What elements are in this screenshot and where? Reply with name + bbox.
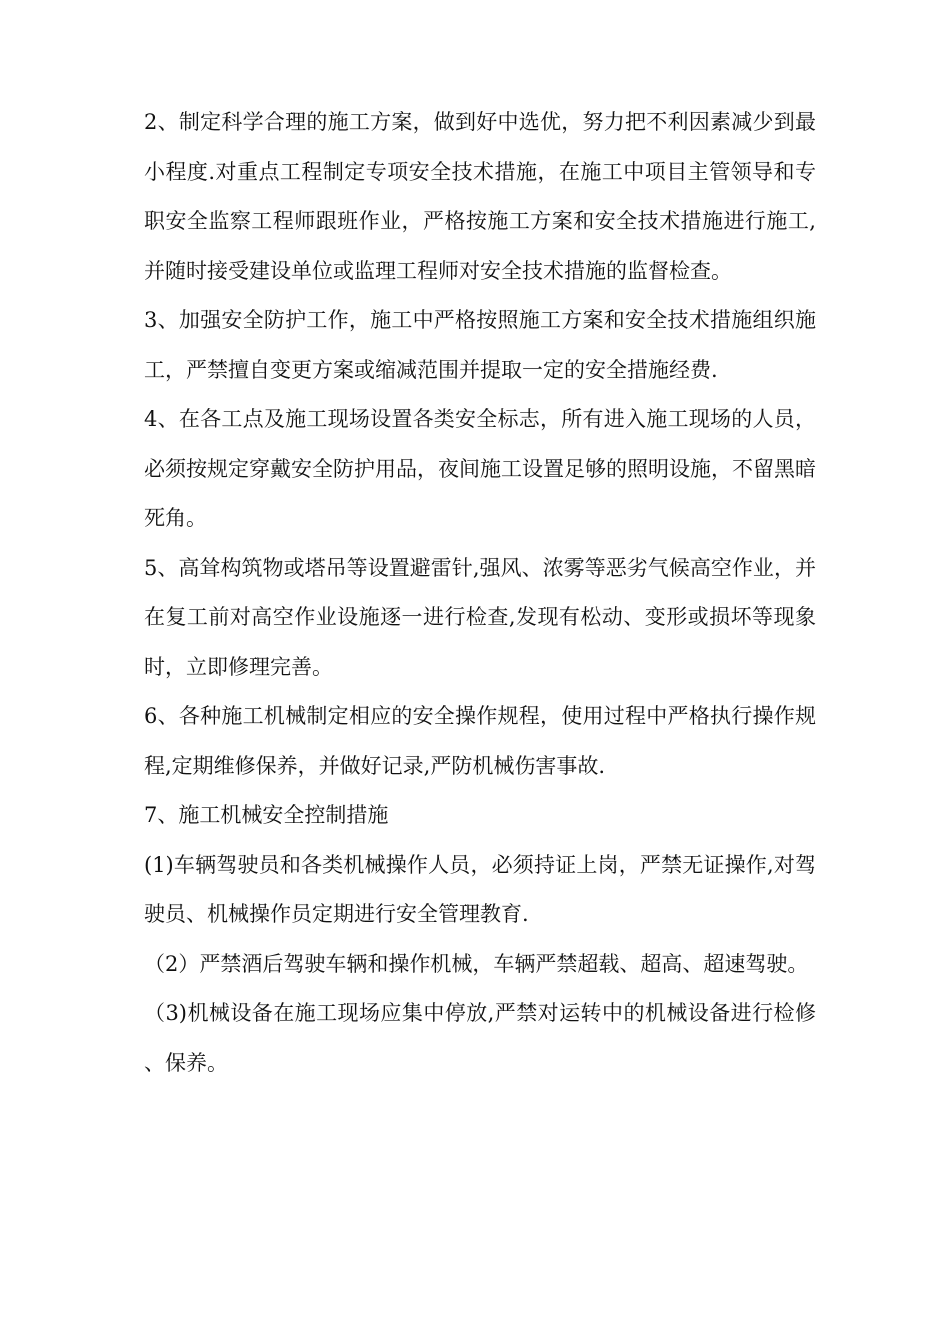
paragraph-subitem-3: （3)机械设备在施工现场应集中停放,严禁对运转中的机械设备进行检修、保养。: [144, 1001, 816, 1075]
paragraph-subitem-1: (1)车辆驾驶员和各类机械操作人员，必须持证上岗，严禁无证操作,对驾驶员、机械操作员定期进行安全管理教育.: [144, 852, 816, 926]
paragraph-item-5: 5、高耸构筑物或塔吊等设置避雷针,强风、浓雾等恶劣气候高空作业，并在复工前对高空作业设施逐一进行检查,发现有松动、变形或损坏等现象时，立即修理完善。: [144, 555, 816, 679]
paragraph-subitem-2: （2）严禁酒后驾驶车辆和操作机械，车辆严禁超载、超高、超速驾驶。: [144, 951, 809, 976]
paragraph-item-2: 2、制定科学合理的施工方案，做到好中选优，努力把不利因素减少到最小程度.对重点工程制定专项安全技术措施，在施工中项目主管领导和专职安全监察工程师跟班作业，严格按施工方案和安全技术措施进行施工,并随时接受建设单位或监理工程师对安全技术措施的监督检查。: [144, 110, 816, 283]
paragraph-item-3: 3、加强安全防护工作，施工中严格按照施工方案和安全技术措施组织施工，严禁擅自变更方案或缩减范围并提取一定的安全措施经费.: [144, 308, 816, 382]
paragraph-item-7-heading: 7、施工机械安全控制措施: [144, 803, 389, 827]
document-body: [144, 98, 816, 1088]
paragraph-item-6: 6、各种施工机械制定相应的安全操作规程，使用过程中严格执行操作规程,定期维修保养，并做好记录,严防机械伤害事故.: [144, 704, 816, 778]
paragraph-item-4: 4、在各工点及施工现场设置各类安全标志，所有进入施工现场的人员，必须按规定穿戴安全防护用品，夜间施工设置足够的照明设施，不留黑暗死角。: [144, 407, 816, 530]
